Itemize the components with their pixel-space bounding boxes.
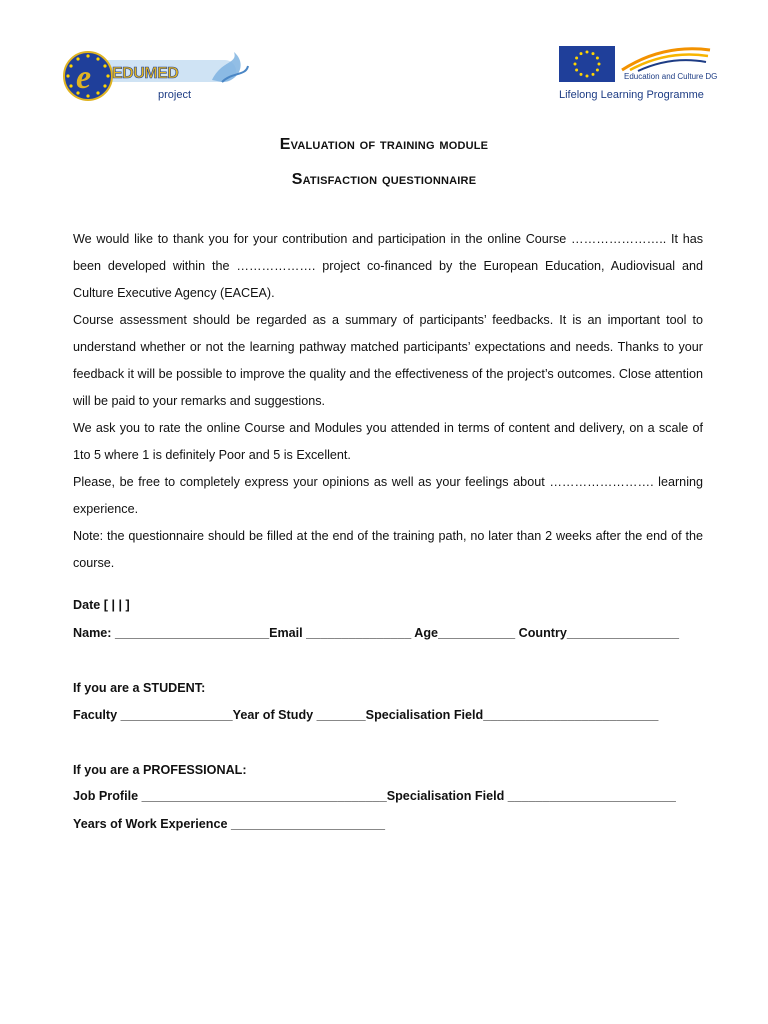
job-profile-fields: Job Profile ___________________________________Specialisation Field ________________________ bbox=[73, 789, 676, 803]
eu-flag-icon bbox=[559, 46, 615, 82]
eu-lifelong-learning-logo bbox=[556, 42, 716, 106]
logo-caption-llp: Lifelong Learning Programme bbox=[559, 89, 704, 101]
intro-paragraph-1: We would like to thank you for your contribution and participation in the online Course ………………….. It has been developed within the ………………. project co-financed by the European Education, Audiovisual and Culture Executive Agency (EACEA). bbox=[73, 232, 703, 300]
work-experience-field: Years of Work Experience ______________________ bbox=[73, 817, 386, 831]
professional-heading: If you are a PROFESSIONAL: bbox=[73, 763, 247, 777]
intro-paragraph-2: Course assessment should be regarded as a summary of participants’ feedbacks. It is an important tool to understand whether or not the learning pathway matched participants’ expectations and needs. Thanks to your feedback it will be possible to improve the quality and the effectiveness of the project’s outcomes. Close attention will be paid to your remarks and suggestions. bbox=[73, 313, 703, 408]
name-email-age-country-fields: Name: ______________________Email _______________ Age___________ Country________________ bbox=[73, 626, 679, 640]
edumed-project-logo bbox=[62, 50, 252, 106]
svg-text:project: project bbox=[158, 89, 192, 101]
student-heading: If you are a STUDENT: bbox=[73, 681, 206, 695]
intro-paragraph-4: Please, be free to completely express your opinions as well as your feelings about ……………………. learning experience. bbox=[73, 475, 703, 516]
intro-paragraph-3: We ask you to rate the online Course and Modules you attended in terms of content and delivery, on a scale of 1to 5 where 1 is definitely Poor and 5 is Excellent. bbox=[73, 421, 703, 462]
date-field: Date [ | | ] bbox=[73, 598, 130, 612]
llp-swoosh-icon bbox=[620, 44, 712, 72]
intro-paragraph-5: Note: the questionnaire should be filled at the end of the training path, no later than 2 weeks after the end of the course. bbox=[73, 529, 703, 570]
intro-text bbox=[73, 226, 703, 577]
svg-text:EDUMED: EDUMED bbox=[112, 65, 179, 82]
svg-text:e: e bbox=[76, 59, 92, 96]
edumed-logo-icon bbox=[62, 50, 252, 106]
document-title: Evaluation of training module bbox=[279, 136, 489, 153]
document-subtitle: Satisfaction questionnaire bbox=[291, 171, 477, 188]
student-fields: Faculty ________________Year of Study _______Specialisation Field_________________________ bbox=[73, 708, 659, 722]
logo-caption-dg: Education and Culture DG bbox=[624, 72, 718, 81]
